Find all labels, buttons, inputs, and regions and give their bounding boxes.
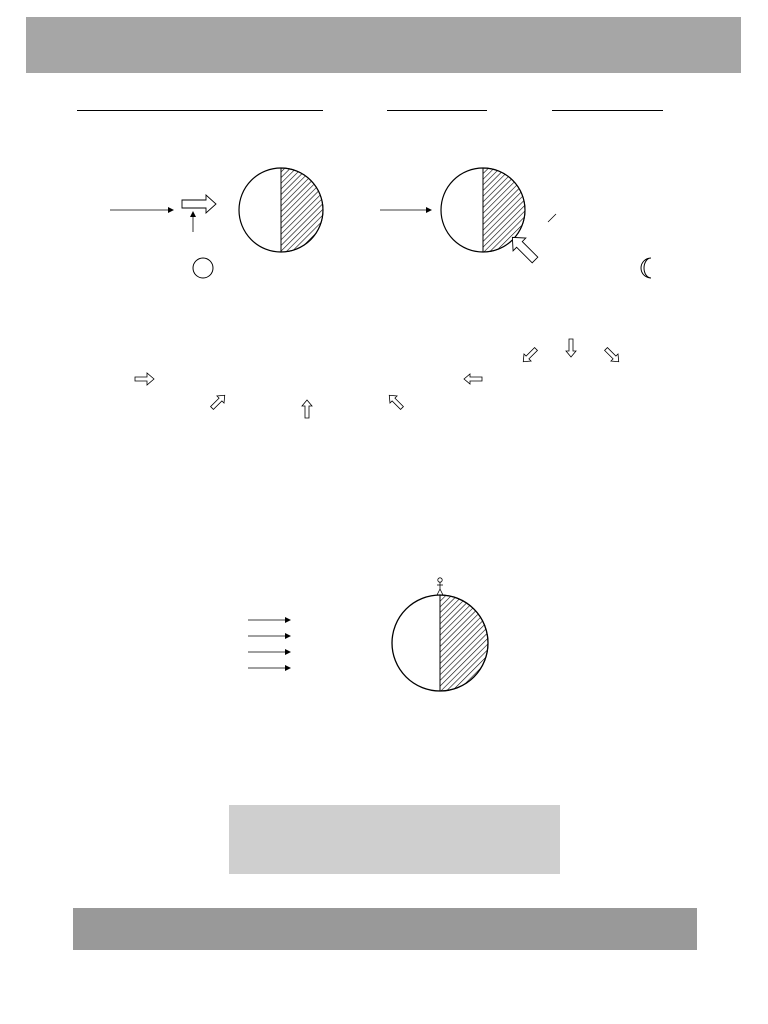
orbit-diagram xyxy=(248,578,488,691)
crescent-moon-icon xyxy=(641,258,651,278)
q1-arrow-icon-2 xyxy=(208,392,228,412)
caption-pointer-head-left xyxy=(190,211,196,217)
sunlight-arrows xyxy=(248,617,291,671)
ican-box xyxy=(73,908,697,950)
ican-item xyxy=(83,932,105,947)
observer-icon xyxy=(437,578,443,595)
earth-dark-half xyxy=(440,595,488,691)
q1-arrow-icon-7 xyxy=(566,339,576,357)
q1-arrow-icon-5 xyxy=(464,374,482,384)
question1-diagram xyxy=(135,339,622,418)
q1-arrow-icon-3 xyxy=(302,400,312,418)
intro-diagram xyxy=(110,168,651,278)
q1-arrow-icon-4 xyxy=(386,392,406,412)
q1-arrow-icon-1 xyxy=(135,373,154,385)
q1-arrow-icon-8 xyxy=(602,345,622,365)
big-moon-left-dark-half xyxy=(281,168,323,252)
q1-view-arrows xyxy=(135,339,622,418)
shade-panel xyxy=(229,805,560,874)
shade-circles xyxy=(229,805,560,874)
small-moon-full-icon xyxy=(193,258,213,278)
caption-pointer-right xyxy=(548,214,556,222)
q1-arrow-icon-6 xyxy=(520,345,540,365)
view-arrow-icon-left xyxy=(182,195,216,213)
sunlight-arrowhead-left xyxy=(168,207,174,213)
sunlight-arrowhead-right xyxy=(426,207,432,213)
